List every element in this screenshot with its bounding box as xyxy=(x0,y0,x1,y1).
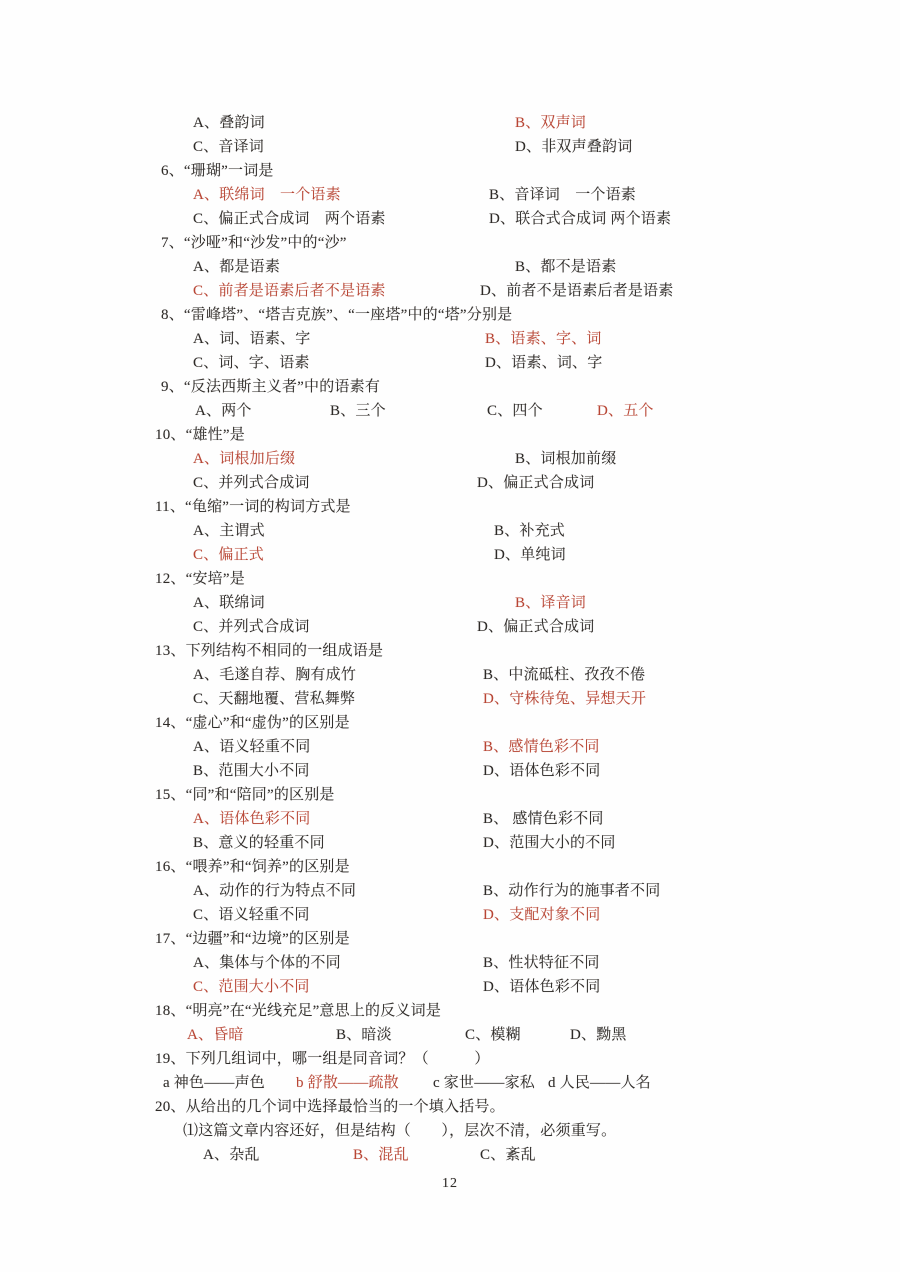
option-d: D、语体色彩不同 xyxy=(483,763,601,779)
option-b: B、补充式 xyxy=(494,523,566,539)
option-c: C、音译词 xyxy=(193,139,265,155)
option-b: B、暗淡 xyxy=(336,1027,392,1043)
option-a: A、杂乱 xyxy=(203,1147,260,1163)
option-d: D、偏正式合成词 xyxy=(477,475,595,491)
option-a: A、两个 xyxy=(195,403,252,419)
question-10-stem: 10、“雄性”是 xyxy=(155,427,245,443)
question-7-stem: 7、“沙哑”和“沙发”中的“沙” xyxy=(161,235,347,251)
question-15-options-row-1 xyxy=(155,807,855,831)
option-b2: B、范围大小不同 xyxy=(193,763,310,779)
option-b: B、性状特征不同 xyxy=(483,955,600,971)
option-c: C、四个 xyxy=(487,403,543,419)
option-b: B、词根加前缀 xyxy=(515,451,617,467)
option-c: C、范围大小不同 xyxy=(193,979,310,995)
option-c: C、并列式合成词 xyxy=(193,475,310,491)
question-17-options-row-1 xyxy=(155,951,855,975)
option-c: C、偏正式 xyxy=(193,547,265,563)
option-d: D、单纯词 xyxy=(494,547,566,563)
question-9-options-row xyxy=(155,399,855,423)
question-6-options-row-2 xyxy=(155,207,855,231)
option-b: B、 感情色彩不同 xyxy=(483,811,604,827)
option-b: B、动作行为的施事者不同 xyxy=(483,883,661,899)
question-18-stem: 18、“明亮”在“光线充足”意思上的反义词是 xyxy=(155,1003,442,1019)
question-14-options-row-1 xyxy=(155,735,855,759)
option-b2: B、意义的轻重不同 xyxy=(193,835,325,851)
option-a: A、主谓式 xyxy=(193,523,265,539)
option-b: B、都不是语素 xyxy=(515,259,617,275)
option-b: B、语素、字、词 xyxy=(485,331,602,347)
question-10-options-row-1 xyxy=(155,447,855,471)
question-14-options-row-2 xyxy=(155,759,855,783)
question-13-options-row-2 xyxy=(155,687,855,711)
question-12-options-row-2 xyxy=(155,615,855,639)
question-5-options-row-1 xyxy=(155,111,855,135)
option-a: A、词、语素、字 xyxy=(193,331,311,347)
option-c: C、前者是语素后者不是语素 xyxy=(193,283,386,299)
question-8-options-row-1 xyxy=(155,327,855,351)
question-15-stem: 15、“同”和“陪同”的区别是 xyxy=(155,787,335,803)
option-a: A、动作的行为特点不同 xyxy=(193,883,357,899)
option-d: D、黝黑 xyxy=(570,1027,627,1043)
question-10-options-row-2 xyxy=(155,471,855,495)
option-b: B、混乱 xyxy=(353,1147,409,1163)
option-c: C、天翻地覆、营私舞弊 xyxy=(193,691,356,707)
question-19-items-row xyxy=(155,1071,855,1095)
option-a: A、叠韵词 xyxy=(193,115,265,131)
question-9-stem: 9、“反法西斯主义者”中的语素有 xyxy=(161,379,381,395)
option-a: A、联绵词 xyxy=(193,595,265,611)
question-8-stem: 8、“雷峰塔”、“塔吉克族”、“一座塔”中的“塔”分别是 xyxy=(161,307,513,323)
question-14-stem: 14、“虚心”和“虚伪”的区别是 xyxy=(155,715,350,731)
question-13-stem: 13、下列结构不相同的一组成语是 xyxy=(155,643,384,659)
question-6-options-row-1 xyxy=(155,183,855,207)
option-c: C、紊乱 xyxy=(480,1147,536,1163)
option-b: B、感情色彩不同 xyxy=(483,739,600,755)
question-16-stem: 16、“喂养”和“饲养”的区别是 xyxy=(155,859,350,875)
option-a: A、毛遂自荐、胸有成竹 xyxy=(193,667,357,683)
option-a: A、语体色彩不同 xyxy=(193,811,311,827)
option-d: D、五个 xyxy=(597,403,654,419)
page-number: 12 xyxy=(442,1176,458,1191)
option-d: D、偏正式合成词 xyxy=(477,619,595,635)
question-8-options-row-2 xyxy=(155,351,855,375)
option-d: D、前者不是语素后者是语素 xyxy=(480,283,674,299)
question-7-options-row-1 xyxy=(155,255,855,279)
question-15-options-row-2 xyxy=(155,831,855,855)
question-20-options-row xyxy=(155,1143,855,1167)
option-b: B、中流砥柱、孜孜不倦 xyxy=(483,667,646,683)
option-d: D、范围大小的不同 xyxy=(483,835,616,851)
option-d: D、联合式合成词 两个语素 xyxy=(489,211,672,227)
question-12-stem: 12、“安培”是 xyxy=(155,571,245,587)
option-b: B、音译词 一个语素 xyxy=(489,187,637,203)
question-16-options-row-1 xyxy=(155,879,855,903)
option-a: A、都是语素 xyxy=(193,259,281,275)
option-c: C、偏正式合成词 两个语素 xyxy=(193,211,386,227)
option-c: C、词、字、语素 xyxy=(193,355,310,371)
option-d: D、语素、词、字 xyxy=(485,355,603,371)
option-d: D、语体色彩不同 xyxy=(483,979,601,995)
question-5-options-row-2 xyxy=(155,135,855,159)
option-d: D、守株待兔、异想天开 xyxy=(483,691,647,707)
question-11-options-row-1 xyxy=(155,519,855,543)
question-list xyxy=(155,111,855,1167)
question-11-options-row-2 xyxy=(155,543,855,567)
item-b: b 舒散——疏散 xyxy=(296,1075,399,1091)
option-b: B、译音词 xyxy=(515,595,587,611)
question-18-options-row xyxy=(155,1023,855,1047)
option-a: A、集体与个体的不同 xyxy=(193,955,341,971)
question-16-options-row-2 xyxy=(155,903,855,927)
option-d: D、非双声叠韵词 xyxy=(515,139,633,155)
option-d: D、支配对象不同 xyxy=(483,907,601,923)
question-20-stem: 20、从给出的几个词中选择最恰当的一个填入括号。 xyxy=(155,1099,505,1115)
question-17-stem: 17、“边疆”和“边境”的区别是 xyxy=(155,931,350,947)
option-b: B、双声词 xyxy=(515,115,587,131)
option-c: C、并列式合成词 xyxy=(193,619,310,635)
question-11-stem: 11、“龟缩”一词的构词方式是 xyxy=(155,499,351,515)
option-b: B、三个 xyxy=(330,403,386,419)
item-d: d 人民——人名 xyxy=(548,1075,651,1091)
sub-item-text: ⑴这篇文章内容还好，但是结构（ ），层次不清，必须重写。 xyxy=(183,1123,617,1139)
option-c: C、语义轻重不同 xyxy=(193,907,310,923)
question-6-stem: 6、“珊瑚”一词是 xyxy=(161,163,274,179)
question-20-sub-item-1 xyxy=(155,1119,855,1143)
option-a: A、联绵词 一个语素 xyxy=(193,187,341,203)
item-c: c 家世——家私 xyxy=(433,1075,536,1091)
option-c: C、模糊 xyxy=(465,1027,521,1043)
question-17-options-row-2 xyxy=(155,975,855,999)
question-19-stem: 19、下列几组词中，哪一组是同音词？（ ） xyxy=(155,1051,490,1067)
option-a: A、昏暗 xyxy=(187,1027,244,1043)
question-7-options-row-2 xyxy=(155,279,855,303)
option-a: A、词根加后缀 xyxy=(193,451,296,467)
question-12-options-row-1 xyxy=(155,591,855,615)
item-a: a 神色——声色 xyxy=(163,1075,266,1091)
option-a: A、语义轻重不同 xyxy=(193,739,311,755)
question-13-options-row-1 xyxy=(155,663,855,687)
